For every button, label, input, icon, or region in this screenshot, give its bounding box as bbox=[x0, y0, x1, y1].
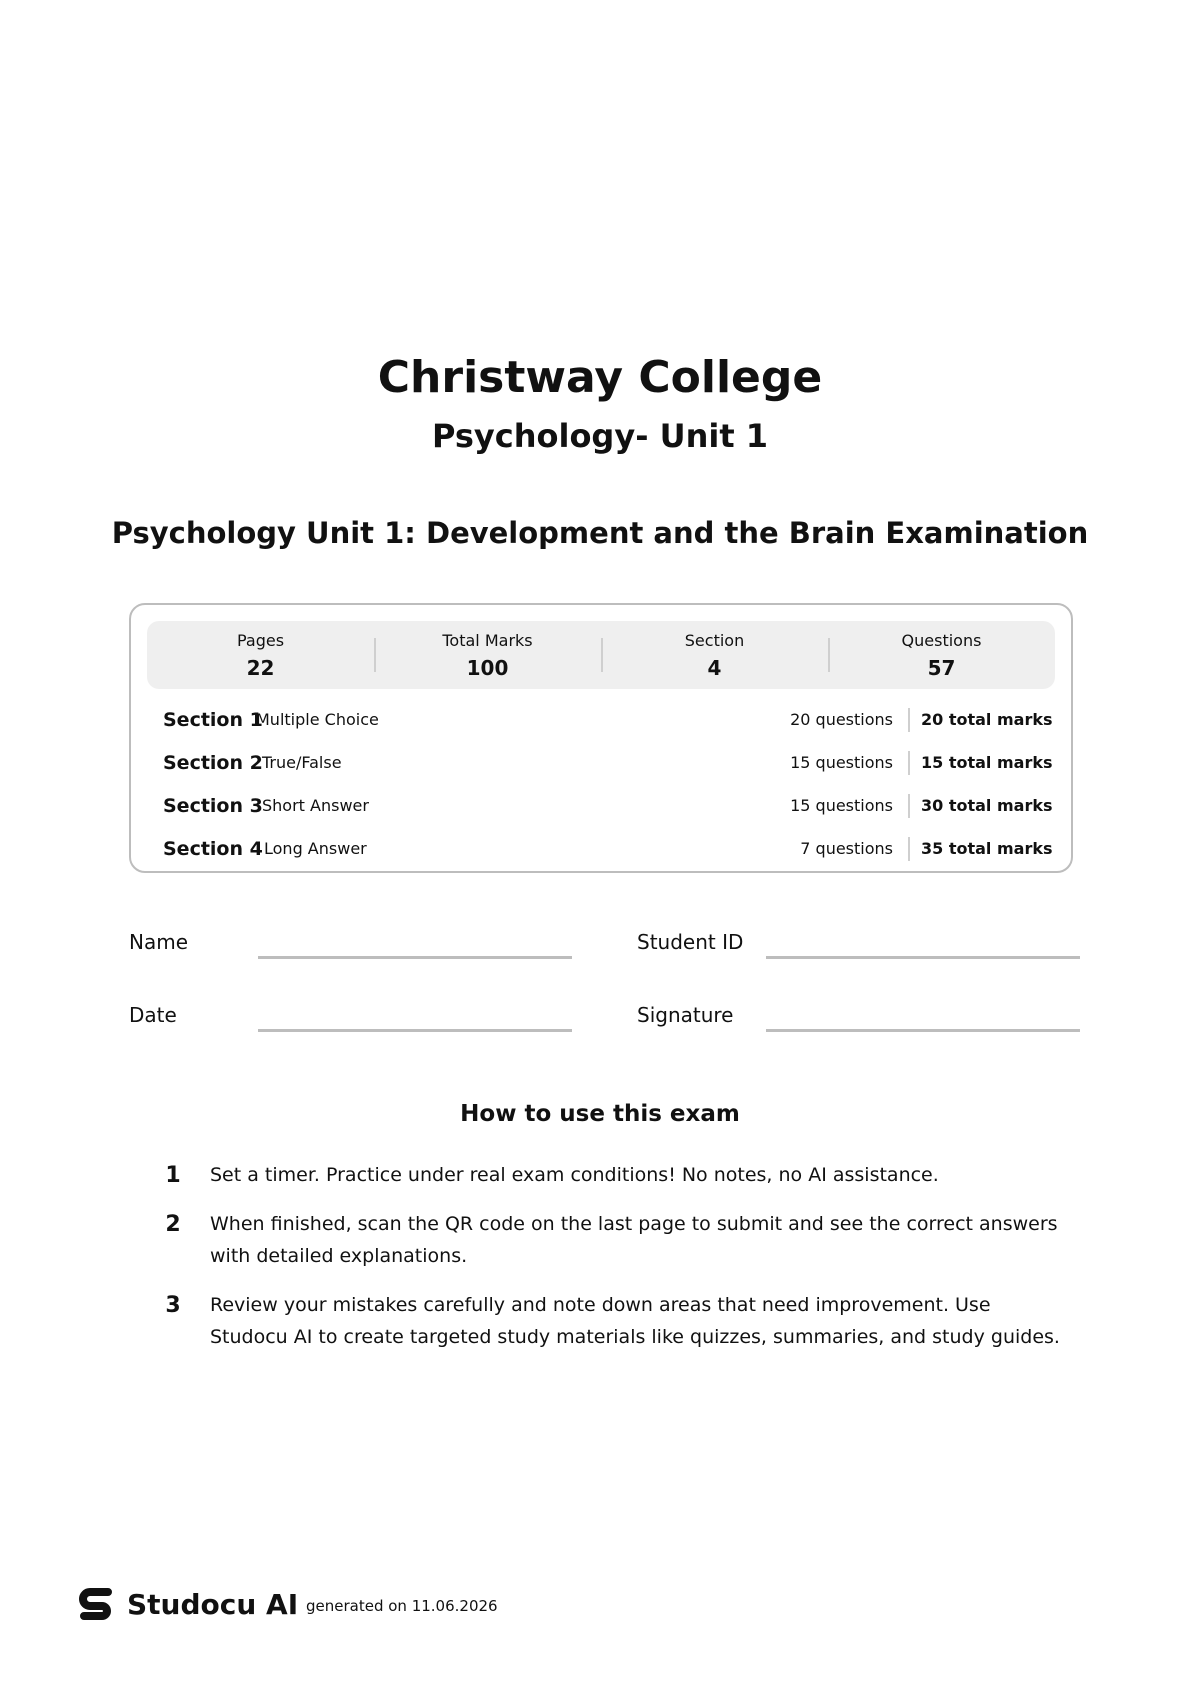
step-number: 2 bbox=[165, 1212, 181, 1237]
step-number: 1 bbox=[165, 1163, 181, 1188]
instructions-heading: How to use this exam bbox=[460, 1101, 740, 1127]
course-subtitle: Psychology- Unit 1 bbox=[431, 417, 769, 455]
date-label: Date bbox=[129, 1003, 177, 1027]
stat-label: Questions bbox=[901, 631, 982, 650]
stat-label: Total Marks bbox=[442, 631, 533, 650]
generated-date: generated on 11.06.2026 bbox=[306, 1597, 498, 1615]
date-field[interactable] bbox=[258, 1029, 572, 1032]
stat-value: 100 bbox=[466, 656, 509, 680]
name-label: Name bbox=[129, 930, 189, 954]
section-name: Section 2 bbox=[163, 752, 263, 774]
exam-title: Psychology Unit 1: Development and the Brain Examination bbox=[111, 516, 1089, 550]
exam-stats-bar bbox=[147, 621, 1055, 689]
section-question-count: 20 questions bbox=[790, 710, 893, 729]
section-type: True/False bbox=[262, 753, 342, 772]
row-divider bbox=[908, 794, 910, 818]
section-row-4 bbox=[163, 834, 1053, 864]
stat-value: 22 bbox=[246, 656, 275, 680]
section-marks: 15 total marks bbox=[921, 753, 1053, 772]
exam-summary-card bbox=[129, 603, 1073, 873]
stat-section bbox=[601, 621, 828, 689]
step-text: Review your mistakes carefully and note down areas that need improvement. Use Studocu AI to create targeted study materials like quizzes, summaries, and study guides. bbox=[210, 1294, 1060, 1348]
section-question-count: 15 questions bbox=[790, 796, 893, 815]
section-question-count: 15 questions bbox=[790, 753, 893, 772]
section-type: Multiple Choice bbox=[256, 710, 379, 729]
signature-label: Signature bbox=[637, 1003, 734, 1027]
step-number: 3 bbox=[165, 1293, 181, 1318]
stat-label: Pages bbox=[236, 631, 285, 650]
stat-pages bbox=[147, 621, 374, 689]
step-text: When finished, scan the QR code on the last page to submit and see the correct answers with detailed explanations. bbox=[210, 1213, 1058, 1267]
stat-value: 57 bbox=[927, 656, 956, 680]
row-divider bbox=[908, 751, 910, 775]
row-divider bbox=[908, 708, 910, 732]
student-id-label: Student ID bbox=[637, 930, 744, 954]
section-type: Short Answer bbox=[262, 796, 369, 815]
stat-label: Section bbox=[684, 631, 745, 650]
section-name: Section 3 bbox=[163, 795, 263, 817]
section-marks: 35 total marks bbox=[921, 839, 1053, 858]
section-marks: 30 total marks bbox=[921, 796, 1053, 815]
brand-name: Studocu AI bbox=[127, 1588, 299, 1621]
section-name: Section 4 bbox=[163, 838, 263, 860]
step-text: Set a timer. Practice under real exam conditions! No notes, no AI assistance. bbox=[210, 1164, 939, 1186]
school-title: Christway College bbox=[377, 352, 823, 403]
name-field[interactable] bbox=[258, 956, 572, 959]
stat-questions bbox=[828, 621, 1055, 689]
stat-value: 4 bbox=[707, 656, 722, 680]
section-type: Long Answer bbox=[264, 839, 367, 858]
section-row-3 bbox=[163, 791, 1053, 821]
signature-field[interactable] bbox=[766, 1029, 1080, 1032]
row-divider bbox=[908, 837, 910, 861]
studocu-logo-icon bbox=[78, 1586, 114, 1622]
section-name: Section 1 bbox=[163, 709, 263, 731]
student-id-field[interactable] bbox=[766, 956, 1080, 959]
section-marks: 20 total marks bbox=[921, 710, 1053, 729]
section-row-2 bbox=[163, 748, 1053, 778]
section-row-1 bbox=[163, 705, 1053, 735]
section-question-count: 7 questions bbox=[800, 839, 893, 858]
stat-total-marks bbox=[374, 621, 601, 689]
